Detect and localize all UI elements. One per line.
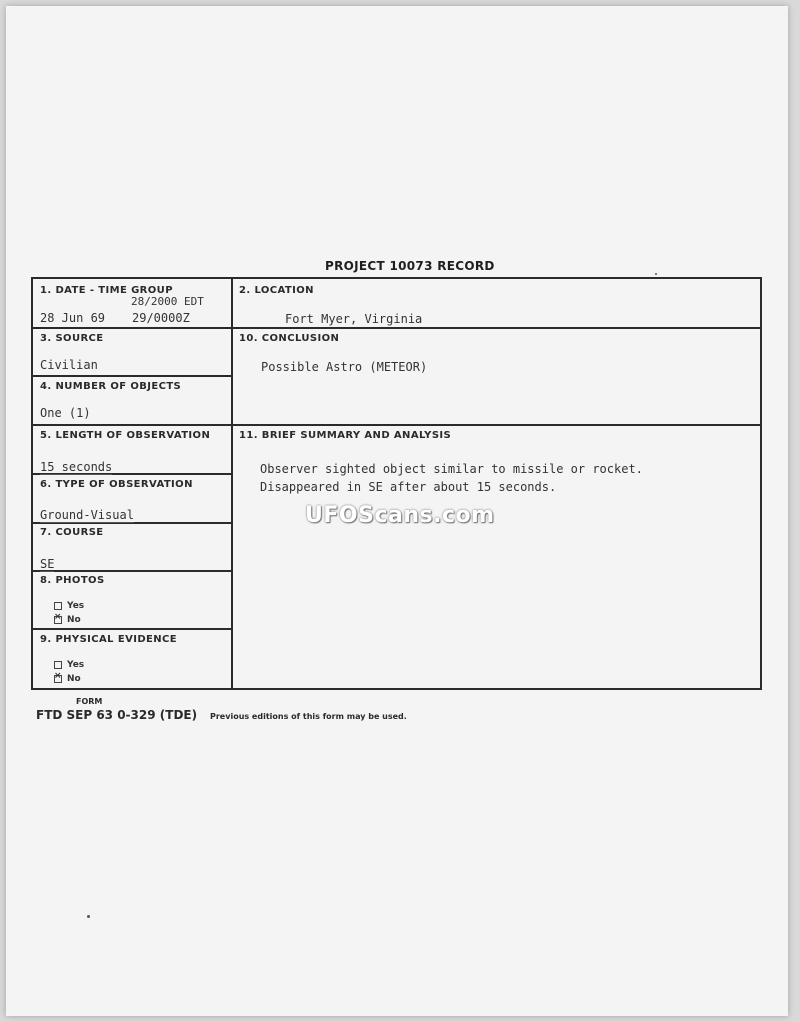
form-note: Previous editions of this form may be used. <box>210 712 407 721</box>
column-divider <box>231 279 233 688</box>
photos-label: 8. PHOTOS <box>40 575 105 586</box>
row-divider <box>33 570 232 572</box>
evidence-yes-label: Yes <box>67 660 85 670</box>
record-form <box>31 277 762 690</box>
conclusion-value: Possible Astro (METEOR) <box>261 360 428 374</box>
paper-speck <box>87 915 90 918</box>
evidence-no-option <box>54 674 81 684</box>
summary-line-1: Observer sighted object similar to missile or rocket. <box>260 462 643 476</box>
evidence-no-label: No <box>67 674 81 684</box>
summary-line-2: Disappeared in SE after about 15 seconds. <box>260 480 557 494</box>
course-label: 7. COURSE <box>40 527 104 538</box>
source-value: Civilian <box>40 358 98 372</box>
summary-label: 11. BRIEF SUMMARY AND ANALYSIS <box>239 430 452 441</box>
row-divider <box>33 327 760 329</box>
watermark: UFOScans.com <box>305 503 495 528</box>
photos-no-label: No <box>67 615 81 625</box>
record-title: PROJECT 10073 RECORD <box>325 259 495 273</box>
photos-yes-option <box>54 601 84 611</box>
course-value: SE <box>40 557 55 571</box>
source-label: 3. SOURCE <box>40 333 104 344</box>
unchecked-box-icon <box>54 602 62 610</box>
local-time: 28/2000 EDT <box>131 295 204 308</box>
type-of-observation-label: 6. TYPE OF OBSERVATION <box>40 479 193 490</box>
row-divider <box>33 375 232 377</box>
conclusion-label: 10. CONCLUSION <box>239 333 340 344</box>
evidence-yes-option <box>54 660 84 670</box>
location-label: 2. LOCATION <box>239 285 314 296</box>
type-of-observation-value: Ground-Visual <box>40 508 134 522</box>
checked-box-icon <box>54 675 62 683</box>
paper-speck <box>655 273 657 275</box>
number-of-objects-value: One (1) <box>40 406 91 420</box>
sighting-date: 28 Jun 69 <box>40 311 106 325</box>
unchecked-box-icon <box>54 661 62 669</box>
length-of-observation-value: 15 seconds <box>40 460 113 474</box>
row-divider <box>33 628 232 630</box>
number-of-objects-label: 4. NUMBER OF OBJECTS <box>40 381 182 392</box>
checked-box-icon <box>54 616 62 624</box>
form-word: FORM <box>76 697 103 706</box>
physical-evidence-label: 9. PHYSICAL EVIDENCE <box>40 634 177 645</box>
date-time-label: 1. DATE - TIME GROUP <box>40 285 173 296</box>
length-of-observation-label: 5. LENGTH OF OBSERVATION <box>40 430 211 441</box>
photos-no-option <box>54 615 81 625</box>
location-value: Fort Myer, Virginia <box>285 312 423 326</box>
zulu-time: 29/0000Z <box>132 311 190 325</box>
row-divider <box>33 424 760 426</box>
photos-yes-label: Yes <box>67 601 85 611</box>
form-id: FTD SEP 63 0-329 (TDE) <box>36 708 198 722</box>
